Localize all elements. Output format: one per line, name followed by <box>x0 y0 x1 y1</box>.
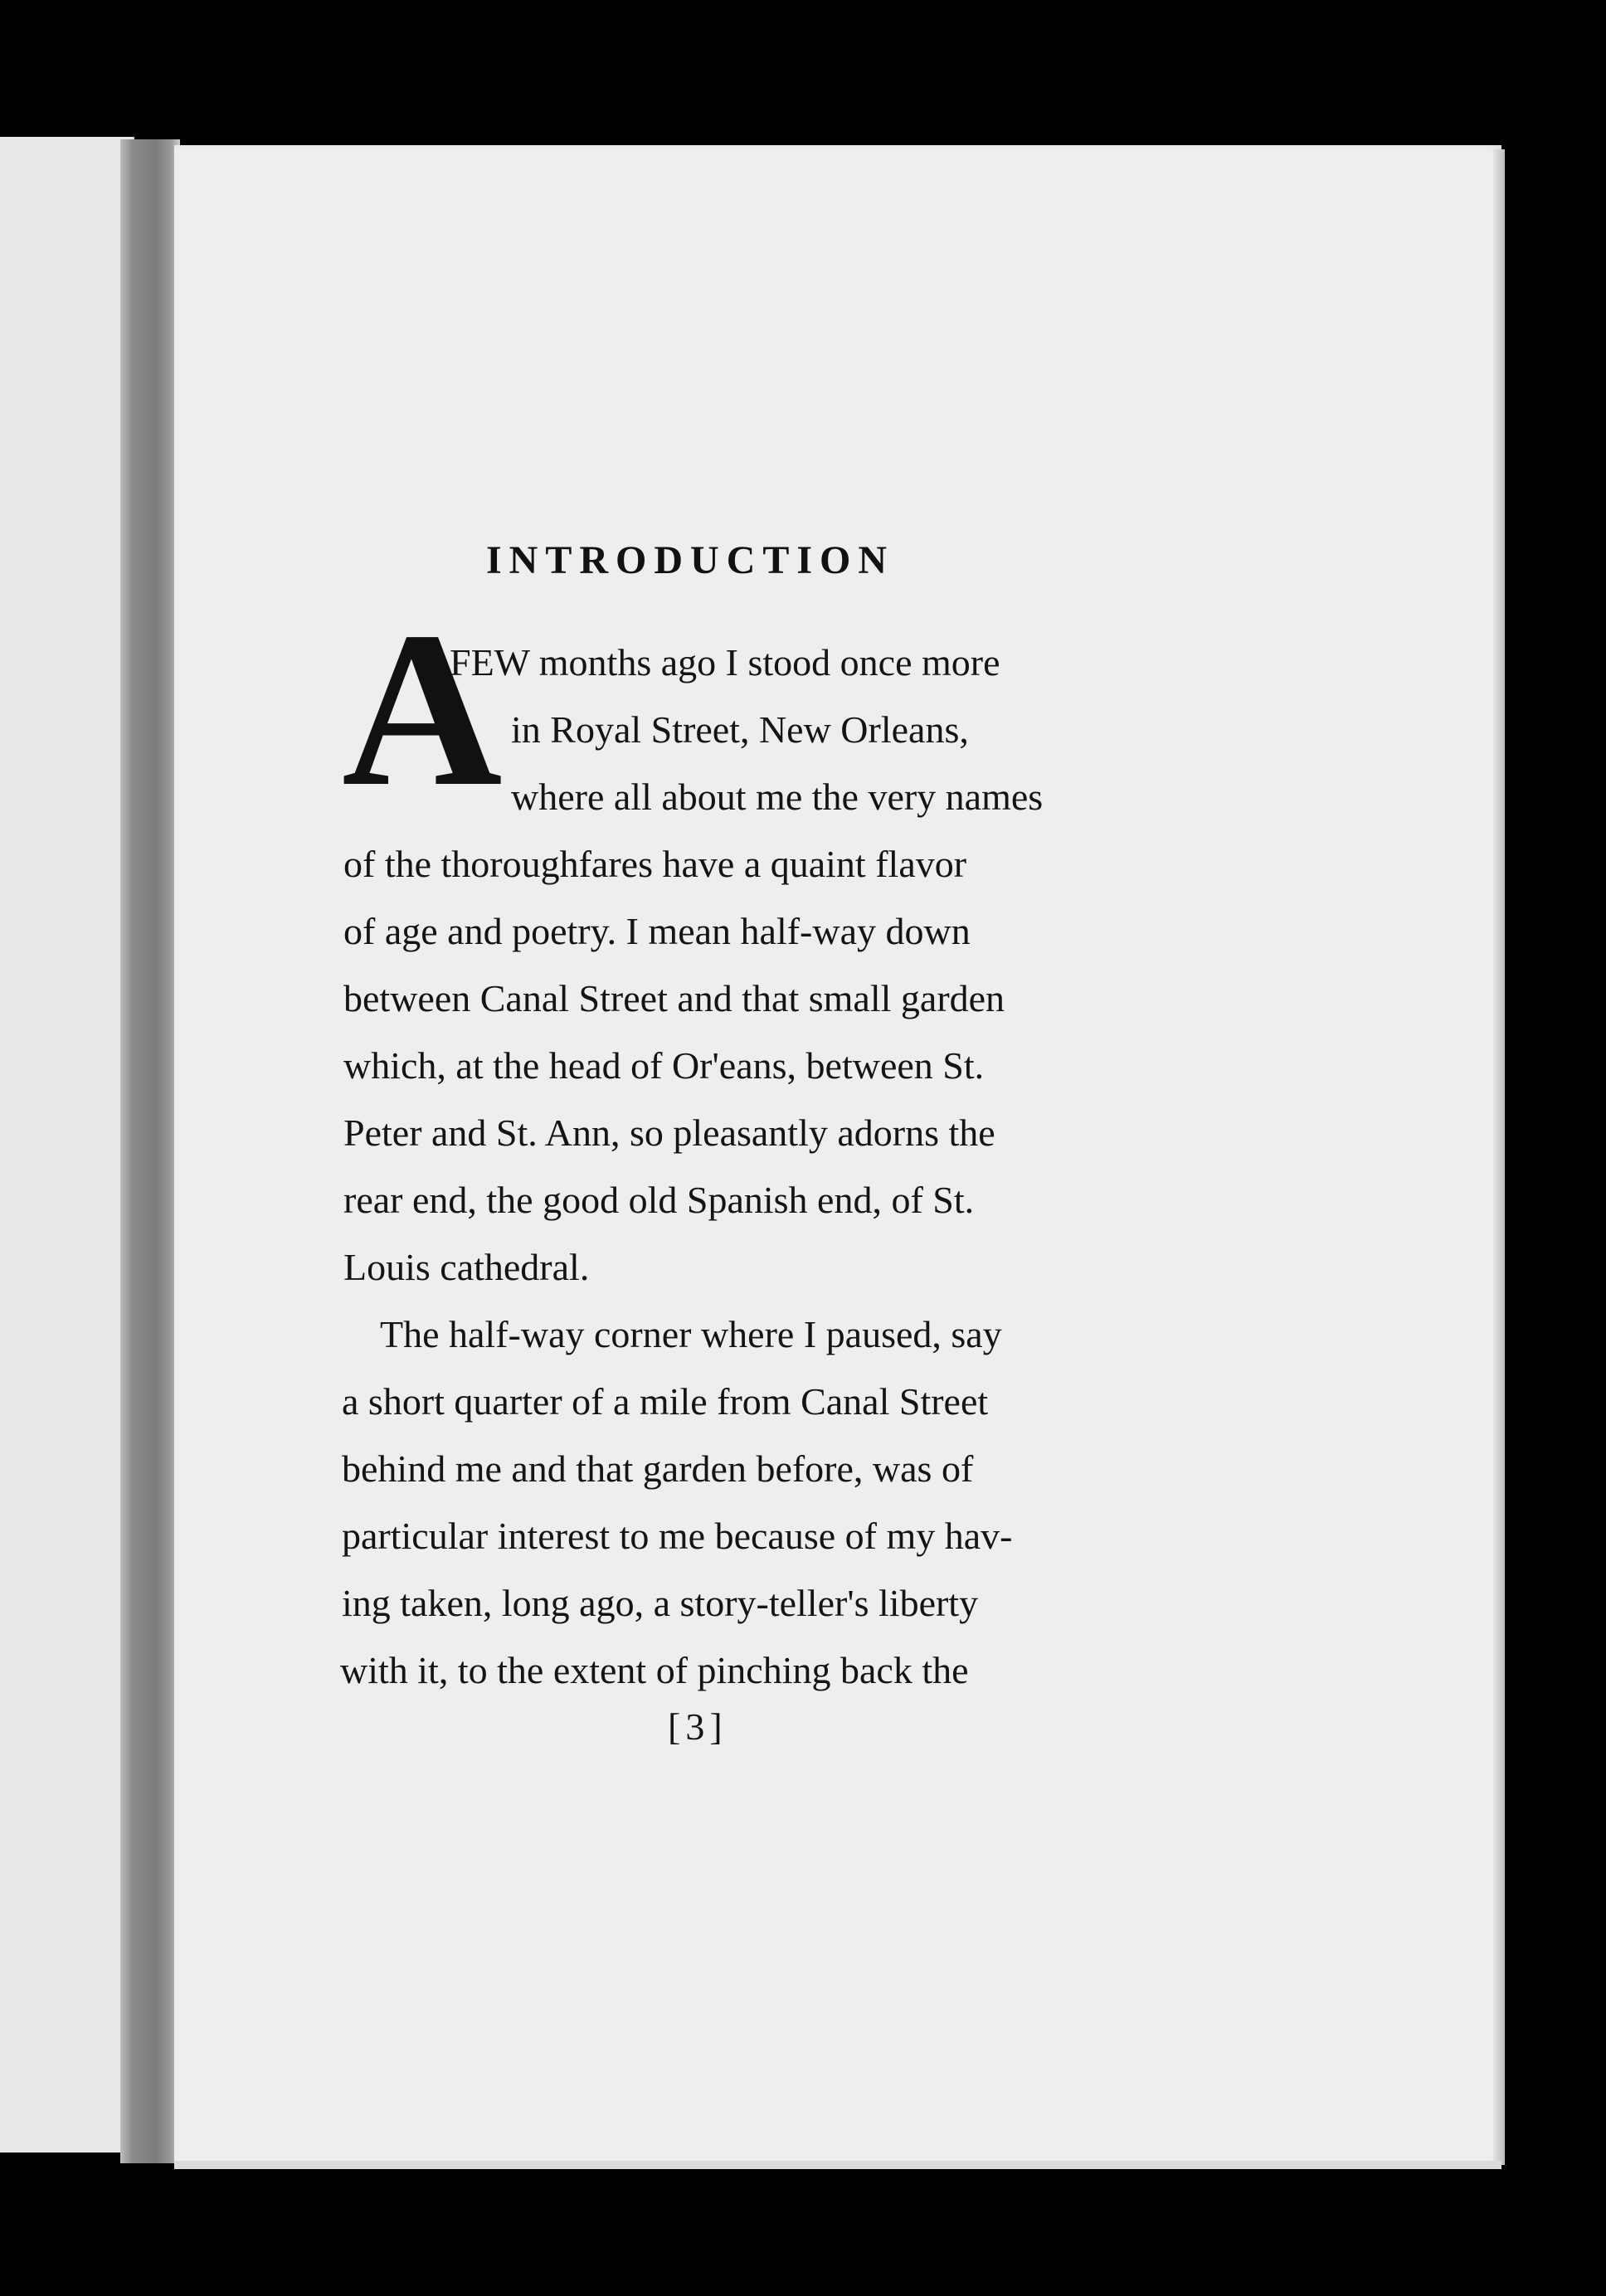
text-line-11: The half-way corner where I paused, say <box>380 1313 1002 1355</box>
text-line-15: ing taken, long ago, a story-teller's liberty <box>342 1582 979 1624</box>
page-heading: INTRODUCTION <box>486 538 895 582</box>
text-line-7: which, at the head of Or'eans, between St. <box>343 1044 985 1087</box>
gutter-shadow <box>120 139 180 2163</box>
drop-cap: A <box>342 586 503 832</box>
text-line-10: Louis cathedral. <box>343 1246 590 1288</box>
right-page <box>174 145 1501 2169</box>
text-line-8: Peter and St. Ann, so pleasantly adorns the <box>343 1112 995 1154</box>
page-bottom-edge <box>174 2161 1501 2169</box>
text-line-13: behind me and that garden before, was of <box>342 1447 974 1490</box>
text-line-2: in Royal Street, New Orleans, <box>511 708 969 751</box>
text-line-6: between Canal Street and that small garden <box>343 977 1005 1019</box>
right-page-edge <box>1493 149 1505 2165</box>
text-line-12: a short quarter of a mile from Canal Street <box>342 1380 989 1423</box>
text-line-14: particular interest to me because of my hav- <box>342 1515 1013 1557</box>
left-page-edge <box>0 137 134 2152</box>
text-line-3: where all about me the very names <box>511 776 1044 818</box>
page-number: [3] <box>668 1705 728 1748</box>
text-line-4: of the thoroughfares have a quaint flavor <box>343 843 967 885</box>
text-line-1: FEW months ago I stood once more <box>450 641 1000 683</box>
text-line-9: rear end, the good old Spanish end, of St. <box>343 1179 975 1221</box>
text-line-16: with it, to the extent of pinching back the <box>340 1649 969 1691</box>
text-line-5: of age and poetry. I mean half-way down <box>343 910 971 952</box>
